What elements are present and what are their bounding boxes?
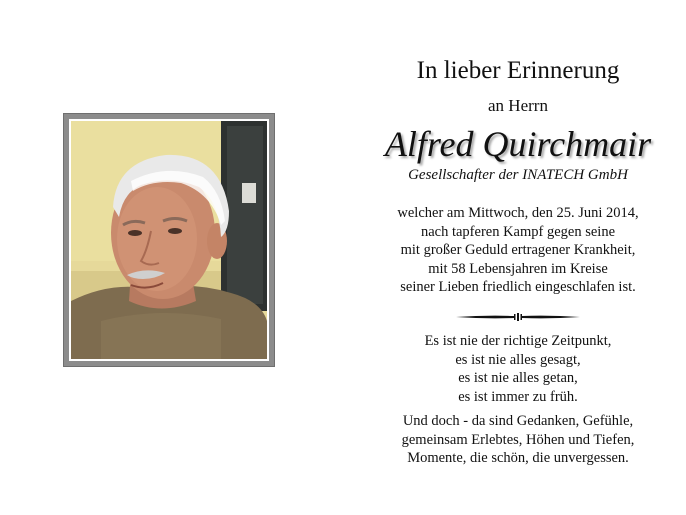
closing-line: Und doch - da sind Gedanken, Gefühle, [402, 413, 634, 429]
heading: In lieber Erinnerung [416, 57, 620, 84]
poem-line: Es ist nie der richtige Zeitpunkt, [424, 333, 612, 349]
closing-verse [368, 412, 668, 468]
announcement-line: welcher am Mittwoch, den 25. Juni 2014, [397, 205, 639, 221]
closing-line: Momente, die schön, die unvergessen. [407, 450, 629, 467]
poem-line: es ist immer zu früh. [458, 388, 578, 405]
closing-line: gemeinsam Erlebtes, Höhen und Tiefen, [401, 431, 635, 448]
deceased-name: Alfred Quirchmair [384, 124, 652, 164]
poem-line: es ist nie alles gesagt, [455, 351, 581, 368]
announcement-line: mit großer Geduld ertragener Krankheit, [400, 242, 636, 259]
announcement-line: nach tapferen Kampf gegen seine [420, 223, 616, 240]
poem [368, 332, 668, 406]
portrait-photo [69, 119, 269, 361]
ornamental-divider-icon [456, 311, 580, 323]
announcement-line: mit 58 Lebensjahren im Kreise [428, 260, 608, 277]
portrait-image [71, 121, 267, 359]
portrait-frame [63, 113, 275, 367]
deceased-role: Gesellschafter der INATECH GmbH [408, 167, 628, 183]
announcement [368, 204, 668, 297]
poem-line: es ist nie alles getan, [458, 370, 578, 387]
salutation: an Herrn [488, 96, 548, 115]
announcement-line: seiner Lieben friedlich eingeschlafen ist. [400, 279, 636, 296]
